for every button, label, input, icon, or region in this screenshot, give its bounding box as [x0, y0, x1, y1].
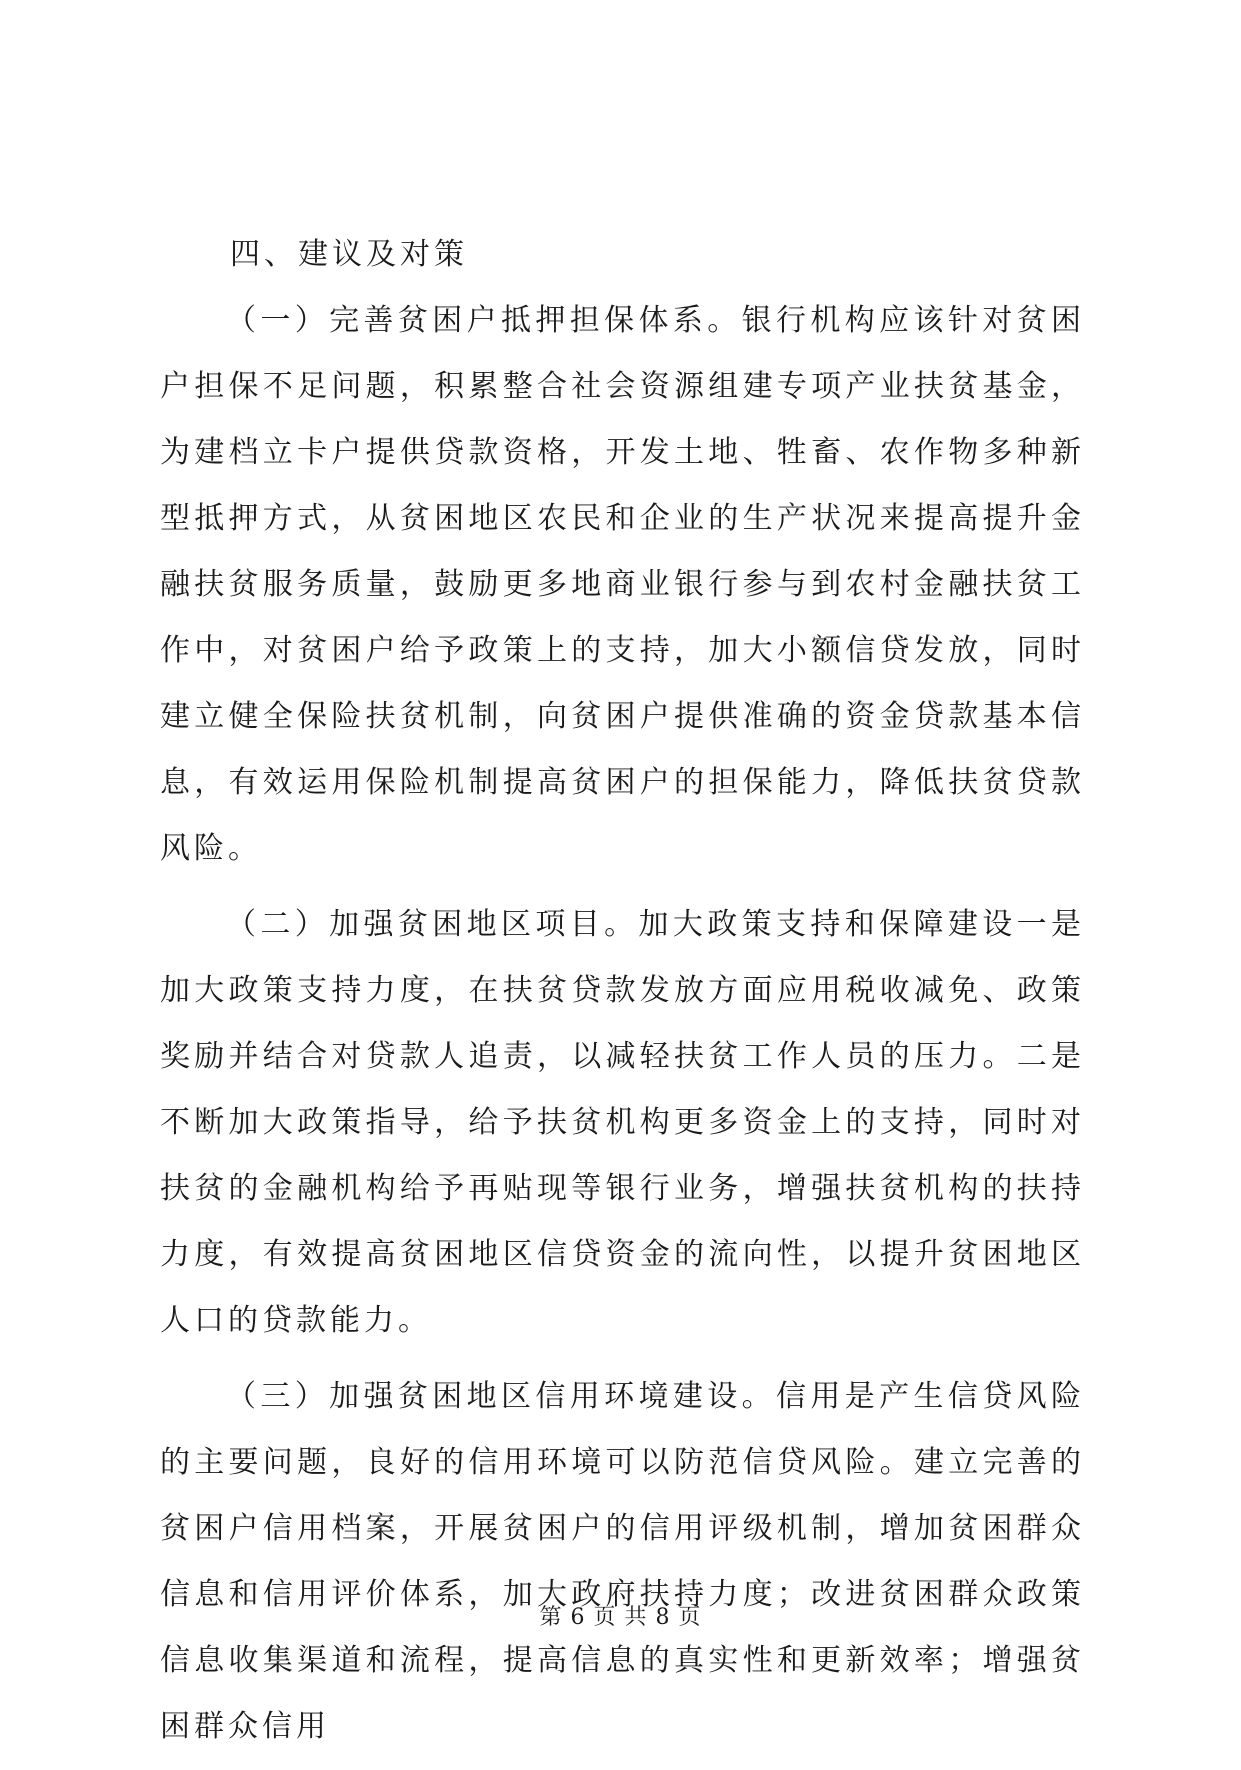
paragraph-2: （二）加强贫困地区项目。加大政策支持和保障建设一是加大政策支持力度，在扶贫贷款发放方面应用税收减免、政策奖励并结合对贷款人追责，以减轻扶贫工作人员的压力。二是不断加大政策指导，给予扶贫机构更多资金上的支持，同时对扶贫的金融机构给予再贴现等银行业务，增强扶贫机构的扶持力度，有效提高贫困地区信贷资金的流向性，以提升贫困地区人口的贷款能力。	[160, 907, 1085, 1338]
document-body	[160, 222, 1085, 1770]
page-number-footer: 第 6 页 共 8 页	[539, 1605, 702, 1630]
paragraph-3: （三）加强贫困地区信用环境建设。信用是产生信贷风险的主要问题，良好的信用环境可以防范信贷风险。建立完善的贫困户信用档案，开展贫困户的信用评级机制，增加贫困群众信息和信用评价体系，加大政府扶持力度；改进贫困群众政策信息收集渠道和流程，提高信息的真实性和更新效率；增强贫困群众信用	[160, 1379, 1085, 1744]
section-heading: 四、建议及对策	[230, 237, 468, 272]
paragraph-1: （一）完善贫困户抵押担保体系。银行机构应该针对贫困户担保不足问题，积累整合社会资源组建专项产业扶贫基金，为建档立卡户提供贷款资格，开发土地、牲畜、农作物多种新型抵押方式，从贫困地区农民和企业的生产状况来提高提升金融扶贫服务质量，鼓励更多地商业银行参与到农村金融扶贫工作中，对贫困户给予政策上的支持，加大小额信贷发放，同时建立健全保险扶贫机制，向贫困户提供准确的资金贷款基本信息，有效运用保险机制提高贫困户的担保能力，降低扶贫贷款风险。	[160, 303, 1085, 866]
